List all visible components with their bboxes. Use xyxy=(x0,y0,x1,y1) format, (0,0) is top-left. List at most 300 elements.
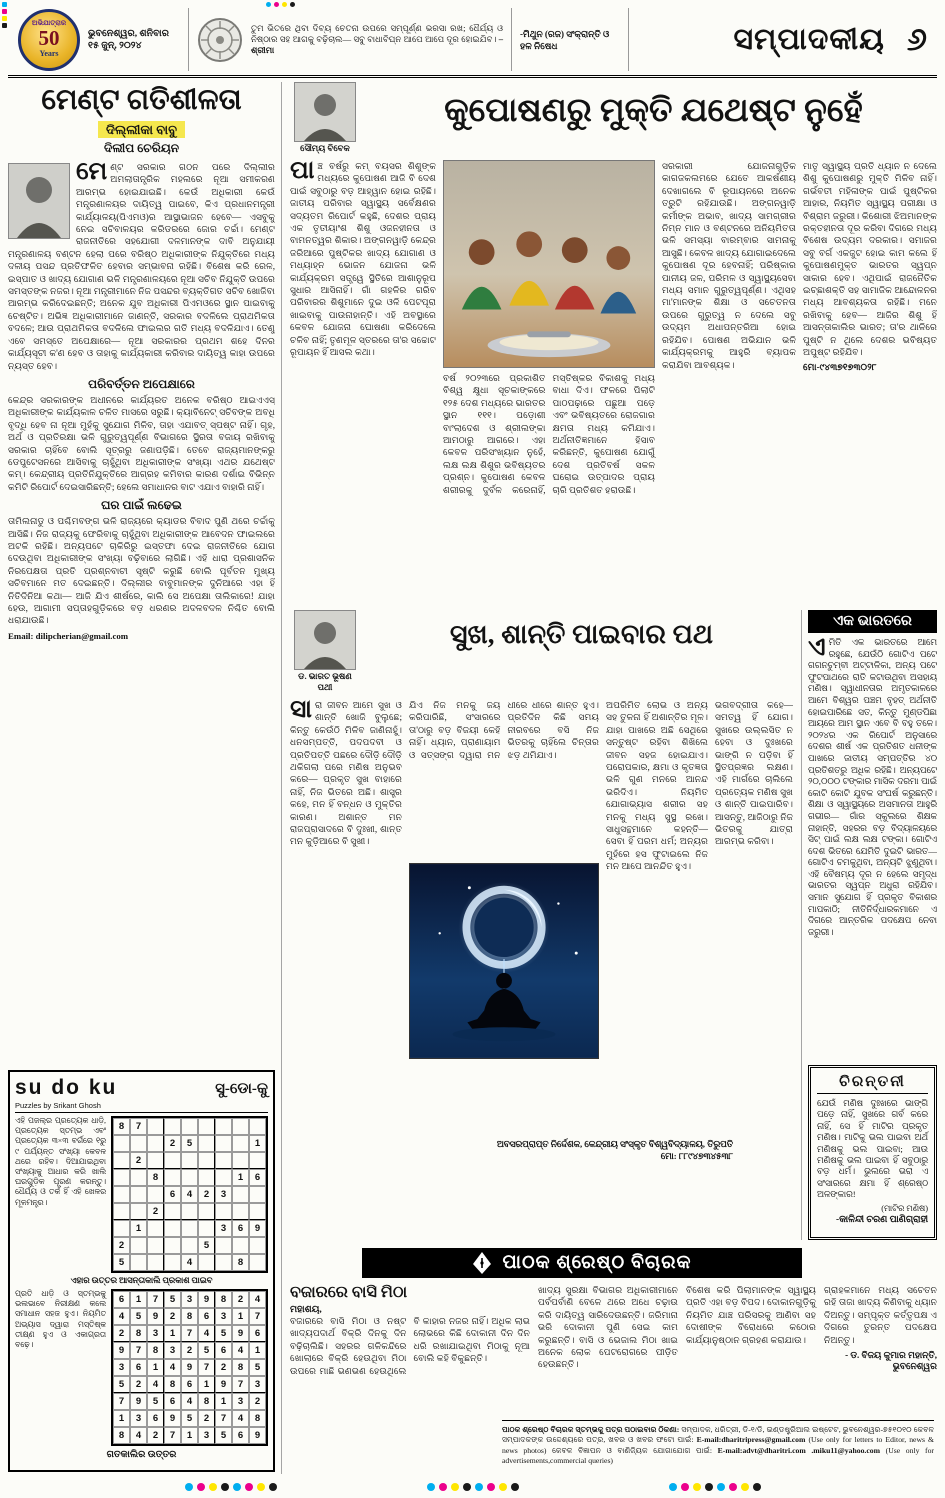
sudoku-cell: 7 xyxy=(198,1359,215,1376)
masthead-divider xyxy=(511,8,512,71)
color-registration-dot xyxy=(221,1483,229,1491)
sudoku-cell[interactable]: 1 xyxy=(249,1135,266,1152)
right-rail xyxy=(801,610,937,1240)
sudoku-cell[interactable] xyxy=(249,1152,266,1169)
oped-dropcap: ମେ xyxy=(76,158,108,185)
sudoku-cell: 8 xyxy=(215,1291,232,1308)
sudoku-cell[interactable] xyxy=(232,1237,249,1254)
dateline-city-day: ଭୁବନେଶ୍ୱର, ଶନିବାର xyxy=(88,28,169,39)
sudoku-cell[interactable]: 1 xyxy=(232,1169,249,1186)
sudoku-cell: 4 xyxy=(164,1359,181,1376)
color-registration-dot xyxy=(717,1483,725,1491)
sudoku-cell[interactable] xyxy=(215,1203,232,1220)
sudoku-cell: 4 xyxy=(249,1291,266,1308)
sudoku-cell: 9 xyxy=(130,1393,147,1410)
sudoku-cell: 2 xyxy=(232,1291,249,1308)
sudoku-cell[interactable]: 7 xyxy=(130,1118,147,1135)
children-eating-photo xyxy=(443,160,655,368)
peace-headline: ସୁଖ, ଶାନ୍ତି ପାଇବାର ପଥ xyxy=(449,619,714,649)
sudoku-cell[interactable] xyxy=(130,1186,147,1203)
oped-subhead-2: ଘର ପାଇଁ ଲଢେଇ xyxy=(101,498,182,513)
sudoku-cell[interactable] xyxy=(249,1203,266,1220)
sudoku-cell[interactable] xyxy=(147,1237,164,1254)
sudoku-cell: 7 xyxy=(181,1325,198,1342)
sudoku-cell[interactable]: 2 xyxy=(130,1152,147,1169)
color-registration-dot xyxy=(245,1483,253,1491)
panchang-note: -ମିଥୁନ (ରଜ) ସଂକ୍ରାନ୍ତି ଓ ହଳ ନିଷେଧ xyxy=(520,28,610,51)
peace-article-body xyxy=(290,696,793,1131)
sudoku-title-group xyxy=(15,1076,117,1110)
peace-article-header xyxy=(290,610,793,693)
dateline xyxy=(88,28,180,52)
color-registration-dot xyxy=(499,1483,507,1491)
right-article-headline: ଏକ ଭାରତରେ xyxy=(808,610,937,633)
badge-years: 50 xyxy=(38,25,60,50)
sudoku-cell[interactable]: 5 xyxy=(181,1135,198,1152)
sudoku-cell[interactable] xyxy=(164,1169,181,1186)
contact-address: ସମ୍ପାଦକ, ଧରିତ୍ରୀ, ଡି-୧/ଡି, ଇଣ୍ଡଷ୍ଟ୍ରିଆଲ ଇଷ୍ଟେଟ, ଭୁବନେଶ୍ୱର-୭୫୧୦୧୦ xyxy=(681,1425,912,1434)
sudoku-cell[interactable] xyxy=(113,1152,130,1169)
color-registration-dot xyxy=(681,1483,689,1491)
sudoku-cell: 4 xyxy=(181,1393,198,1410)
sudoku-cell: 3 xyxy=(164,1342,181,1359)
contact-email-press: E-mail:dharitripress@gmail.com xyxy=(696,1435,806,1445)
peace-center-block xyxy=(409,699,599,1131)
color-registration-dot xyxy=(290,2,295,7)
sudoku-title-english: su do ku xyxy=(15,1076,118,1099)
sudoku-cell: 9 xyxy=(198,1291,215,1308)
sudoku-cell: 6 xyxy=(181,1376,198,1393)
contact-email-advt: E-mail:advt@dharitri.com xyxy=(717,1445,806,1455)
lead-article-body xyxy=(290,157,937,588)
lead-article-header xyxy=(290,82,937,154)
sudoku-cell[interactable] xyxy=(198,1118,215,1135)
color-registration-dot xyxy=(741,1483,749,1491)
sudoku-cell: 2 xyxy=(147,1427,164,1444)
color-registration-dot xyxy=(282,2,287,7)
sudoku-cell: 6 xyxy=(198,1308,215,1325)
color-registration-dot xyxy=(233,1483,241,1491)
sudoku-puzzle-grid[interactable] xyxy=(111,1116,268,1273)
registration-dot-group xyxy=(427,1483,519,1491)
sudoku-cell[interactable] xyxy=(249,1254,266,1271)
sudoku-cell: 4 xyxy=(232,1410,249,1427)
color-registration-dot xyxy=(266,2,271,7)
registration-marks-bottom xyxy=(8,1483,937,1491)
sudoku-cell[interactable]: 5 xyxy=(113,1254,130,1271)
sudoku-cell[interactable] xyxy=(249,1237,266,1254)
sudoku-cell: 7 xyxy=(113,1393,130,1410)
sudoku-cell: 7 xyxy=(130,1342,147,1359)
sudoku-cell[interactable] xyxy=(232,1135,249,1152)
sudoku-cell[interactable] xyxy=(164,1220,181,1237)
letter-column-2: ଖାଦ୍ୟ ସୁରକ୍ଷା ବିଭାଗର ଅଧିକାରୀମାନେ ପର୍ବପର୍ବାଣି ବେଳେ ଥରେ ଅଧେ ଚଢ଼ାଉ କରି ଦାୟିତ୍ୱ ସାରିଦେଉଛନ୍ତି। ଜରିମାନା ଭରି ଦୋକାନୀ ପୁଣି ସେଇ କାମ କରୁଛନ୍ତି। ବାସି ଓ ଭେଜାଲ ମିଠା ଖାଇ ଅନେକ ଲୋକ ପେଟରୋଗରେ ପୀଡ଼ିତ ହେଉଛନ୍ତି। xyxy=(538,1285,678,1370)
sudoku-cell: 1 xyxy=(232,1308,249,1325)
color-registration-dot xyxy=(439,1483,447,1491)
sudoku-cell[interactable] xyxy=(198,1152,215,1169)
sudoku-cell: 2 xyxy=(113,1325,130,1342)
sudoku-cell[interactable] xyxy=(147,1152,164,1169)
sudoku-cell: 7 xyxy=(147,1291,164,1308)
sudoku-cell: 9 xyxy=(147,1308,164,1325)
letter-column-1-text: ବଜାରରେ ବାସି ମିଠା ଓ ନଷ୍ଟ ଖାଦ୍ୟପଦାର୍ଥ ବିକ୍ରି ଦିନକୁ ଦିନ ବଢ଼ିଚାଲିଛି। ସହରର ଗଳିକନ୍ଦିରେ ଖୋଲାରେ ବିକ୍ରି ହେଉଥିବା ମିଠା ଉପରେ ମାଛି ଭଣଭଣ ହେଉଥିଲେ ବି କାହାର ନଜର ନାହିଁ। ଅଧିକ ଲାଭ ଲୋଭରେ କିଛି ଦୋକାନୀ ଦିନ ଦିନ ଧରି ରଖାଯାଇଥିବା ମିଠାକୁ ନୂଆ ବୋଲି କହି ବିକୁଛନ୍ତି। xyxy=(290,1316,530,1376)
sudoku-yesterday-answer-label: ଗତକାଲିର ଉତ୍ତର xyxy=(106,1450,177,1460)
chirantani-quote-box xyxy=(808,1065,937,1240)
middle-row xyxy=(290,610,937,1240)
sudoku-cell[interactable] xyxy=(215,1118,232,1135)
sudoku-solution-grid xyxy=(111,1289,268,1446)
color-registration-dot xyxy=(693,1483,701,1491)
sudoku-cell[interactable]: 8 xyxy=(113,1118,130,1135)
letter-column-3: ବିଶେଷ କରି ପିଲାମାନଙ୍କ ସ୍ୱାସ୍ଥ୍ୟ ପ୍ରତି ଏହା ବଡ଼ ବିପଦ। ଦୋକାନଗୁଡ଼ିକୁ ନିୟମିତ ଯାଞ୍ଚ ପରିସରକୁ ଆଣିବା ସହ ଦୋଷୀଙ୍କ ବିରୋଧରେ କଠୋର କାର୍ଯ୍ୟାନୁଷ୍ଠାନ ଗ୍ରହଣ କରାଯାଉ। xyxy=(686,1285,816,1345)
sudoku-cell: 5 xyxy=(215,1325,232,1342)
sudoku-cell: 4 xyxy=(232,1342,249,1359)
peace-author-credit xyxy=(290,1139,793,1162)
sudoku-cell[interactable]: 3 xyxy=(215,1220,232,1237)
sudoku-cell[interactable]: 6 xyxy=(232,1220,249,1237)
sudoku-cell[interactable] xyxy=(130,1237,147,1254)
sudoku-cell[interactable] xyxy=(181,1152,198,1169)
sudoku-cell[interactable] xyxy=(130,1254,147,1271)
chirantani-source: (ମାଟିର ମଣିଷ) xyxy=(881,1203,928,1213)
sudoku-cell[interactable] xyxy=(130,1203,147,1220)
page-content xyxy=(8,82,937,1474)
sudoku-cell[interactable]: 9 xyxy=(249,1220,266,1237)
sudoku-cell[interactable]: 2 xyxy=(147,1203,164,1220)
oped-author-photo xyxy=(8,163,70,239)
color-registration-dot xyxy=(669,1483,677,1491)
peace-author-block xyxy=(290,610,360,693)
sudoku-cell: 8 xyxy=(113,1427,130,1444)
sudoku-cell[interactable] xyxy=(232,1118,249,1135)
sudoku-cell[interactable] xyxy=(164,1118,181,1135)
sudoku-cell[interactable] xyxy=(147,1118,164,1135)
sudoku-cell[interactable]: 5 xyxy=(198,1237,215,1254)
sudoku-cell[interactable] xyxy=(147,1254,164,1271)
letters-banner-title: ପାଠକ ଶ୍ରେଷ୍ଠ ବିଚାରକ xyxy=(502,1252,692,1273)
sudoku-cell: 5 xyxy=(249,1359,266,1376)
color-registration-dot xyxy=(463,1483,471,1491)
sudoku-cell: 7 xyxy=(232,1376,249,1393)
peace-dropcap: ସା xyxy=(290,696,313,723)
sudoku-cell: 2 xyxy=(130,1376,147,1393)
peace-column-1-text: ରା ଜୀବନ ଆମେ ସୁଖ ଓ ଶାନ୍ତି ଖୋଜି ବୁଲୁଛେ; କିନ୍ତୁ କେଉଁଠି ମିଳିବ ଜାଣିନାହୁଁ। ଧନସମ୍ପତ୍ତି, ପଦପଦବୀ ଓ ପ୍ରତିପତ୍ତି ପଛରେ ଦୌଡ଼ି ଦୌଡ଼ି ଥକିଗଲା ପରେ ମଣିଷ ଅନୁଭବ କରେ— ପ୍ରକୃତ ସୁଖ ବାହାରେ ନାହିଁ, ନିଜ ଭିତରେ ଅଛି। ଶାସ୍ତ୍ର କହେ, ମନ ହିଁ ବନ୍ଧନ ଓ ମୁକ୍ତିର କାରଣ। ଅଶାନ୍ତ ମନ ରାଜପ୍ରାସାଦରେ ବି ଦୁଃଖୀ, ଶାନ୍ତ ମନ କୁଡ଼ିଆରେ ବି ସୁଖୀ। xyxy=(290,700,402,847)
sudoku-cell[interactable] xyxy=(130,1169,147,1186)
sudoku-cell[interactable] xyxy=(113,1135,130,1152)
sudoku-cell: 6 xyxy=(215,1342,232,1359)
sudoku-cell[interactable] xyxy=(215,1135,232,1152)
masthead-quote-text: ତୁମ ଭିତରେ ଥିବା ଦିବ୍ୟ ଚେତନା ଉପରେ ସମ୍ପୂର୍ଣ୍ଣ ଭରସା ରଖ; ଧୈର୍ଯ୍ୟ ଓ ନିଷ୍ଠାର ସହ ଆଗକୁ ବଢ଼ିଚାଲ— ସବୁ ବାଧାବିଘ୍ନ ଆପେ ଆପେ ଦୂର ହୋଇଯିବ। xyxy=(251,23,503,44)
sudoku-cell: 6 xyxy=(130,1359,147,1376)
sudoku-cell[interactable] xyxy=(164,1254,181,1271)
sudoku-cell[interactable] xyxy=(198,1254,215,1271)
sudoku-cell[interactable] xyxy=(232,1203,249,1220)
sudoku-solution-row xyxy=(15,1289,268,1446)
sudoku-puzzle-box xyxy=(8,1070,275,1472)
sudoku-cell[interactable] xyxy=(215,1254,232,1271)
sudoku-cell: 1 xyxy=(113,1410,130,1427)
right-article-dropcap: ଏ xyxy=(808,637,826,661)
sudoku-cell: 3 xyxy=(198,1427,215,1444)
main-column xyxy=(282,82,937,1474)
sudoku-cell[interactable] xyxy=(164,1203,181,1220)
color-registration-dot xyxy=(197,1483,205,1491)
sudoku-cell[interactable]: 1 xyxy=(130,1220,147,1237)
sudoku-cell: 8 xyxy=(232,1359,249,1376)
lead-column-3: ସରକାରୀ ଯୋଜନାଗୁଡ଼ିକ କାଗଜକଲମରେ ଯେତେ ଆକର୍ଷଣୀୟ ଦେଖାଗଲେ ବି ରୂପାୟନରେ ଅନେକ ତ୍ରୁଟି ରହିଯାଉଛି। ଅଙ୍ଗନୱାଡ଼ି କର୍ମୀଙ୍କ ଅଭାବ, ଖାଦ୍ୟ ସାମଗ୍ରୀର ନିମ୍ନ ମାନ ଓ ବଣ୍ଟନରେ ଅନିୟମିତତା ଭଳି ସମସ୍ୟା ବାରମ୍ବାର ସାମନାକୁ ଆସୁଛି। କେବଳ ଖାଦ୍ୟ ଯୋଗାଇଦେଲେ କୁପୋଷଣ ଦୂର ହେବନାହିଁ; ପରିଷ୍କାର ପାନୀୟ ଜଳ, ପରିମଳ ଓ ସ୍ୱାସ୍ଥ୍ୟସେବା ମଧ୍ୟ ସମାନ ଗୁରୁତ୍ୱପୂର୍ଣ୍ଣ। ଏଥିସହ ମା'ମାନଙ୍କ ଶିକ୍ଷା ଓ ସଚେତନତା ଉପରେ ଗୁରୁତ୍ୱ ନ ଦେଲେ ସବୁ ଉଦ୍ୟମ ଅଧାପନ୍ତରିଆ ହୋଇ ରହିଯିବ। ପୋଷଣ ଅଭିଯାନ ଭଳି କାର୍ଯ୍ୟକ୍ରମକୁ ଆହୁରି ବ୍ୟାପକ କରାଯିବା ଆବଶ୍ୟକ। xyxy=(662,161,796,370)
sudoku-cell[interactable] xyxy=(147,1186,164,1203)
letter-column-4 xyxy=(824,1284,937,1412)
sudoku-cell[interactable] xyxy=(215,1152,232,1169)
color-registration-dot xyxy=(511,1483,519,1491)
sudoku-cell: 4 xyxy=(198,1325,215,1342)
oped-article-ment-gatishilata xyxy=(8,82,275,1062)
sudoku-cell: 9 xyxy=(164,1410,181,1427)
sudoku-cell[interactable] xyxy=(198,1169,215,1186)
sudoku-cell: 2 xyxy=(198,1410,215,1427)
letter-headline: ବଜାରରେ ବାସି ମିଠା xyxy=(290,1284,408,1301)
sudoku-cell[interactable] xyxy=(181,1118,198,1135)
oped-body-3: ତାମିଲନାଡୁ ଓ ପଶ୍ଚିମବଙ୍ଗ ଭଳି ରାଜ୍ୟରେ କ୍ୟାଡର ବିବାଦ ପୁଣି ଥରେ ଚର୍ଚ୍ଚାକୁ ଆସିଛି। ନିଜ ରାଜ୍ୟକୁ ଫେରିବାକୁ ଚାହୁଁଥିବା ଅଧିକାରୀଙ୍କ ଆବେଦନ ଫାଇଲରେ ଅଟକି ରହିଛି। ଅନ୍ୟପଟେ ଚାକିରିରୁ ଇସ୍ତଫା ଦେଇ ରାଜନୀତିରେ ଯୋଗ ଦେଉଥିବା ଅଧିକାରୀଙ୍କ ସଂଖ୍ୟା ବଢ଼ିବାରେ ଲାଗିଛି। ଏହି ଧାରା ପ୍ରଶାସନିକ ନିରପେକ୍ଷତା ପ୍ରତି ପ୍ରଶ୍ନବାଚୀ ସୃଷ୍ଟି କରୁଛି ବୋଲି ପୂର୍ବତନ ମୁଖ୍ୟ ସଚିବମାନେ ମତ ଦେଇଛନ୍ତି। ଦିଲ୍ଲୀର ବାବୁମାନଙ୍କ ଦୁନିଆରେ ଏହା ହିଁ ନିତିଦିନିଆ କଥା— ଆଜି ଯିଏ ଶୀର୍ଷରେ, କାଲି ସେ ଅପେକ୍ଷା ତାଲିକାରେ! ଯାହା ହେଉ, ଆଗାମୀ ସପ୍ତାହଗୁଡ଼ିକରେ ବଡ଼ ଧରଣର ଅଦଳବଦଳ ନିଶ୍ଚିତ ବୋଲି ଧରାଯାଉଛି। xyxy=(8,516,275,626)
sudoku-cell: 3 xyxy=(147,1325,164,1342)
oped-subhead-1: ପରିବର୍ତ୍ତନ ଅପେକ୍ଷାରେ xyxy=(88,376,195,391)
sudoku-cell[interactable] xyxy=(215,1237,232,1254)
color-registration-dot xyxy=(2,23,7,28)
oped-author-name: ଦିଲୀପ ଚେରିୟନ xyxy=(103,141,180,155)
oped-body-2: କେନ୍ଦ୍ର ସରକାରଙ୍କ ଅଧୀନରେ କାର୍ଯ୍ୟରତ ଅନେକ ବରିଷ୍ଠ ଆଇଏଏସ୍ ଅଧିକାରୀଙ୍କ କାର୍ଯ୍ୟକାଳ ଚଳିତ ମାସରେ ସରୁଛି। କ୍ୟାବିନେଟ୍ ସଚିବଙ୍କ ଅବଧି ବୃଦ୍ଧି ହେବ ନା ନୂଆ ମୁହଁକୁ ସୁଯୋଗ ମିଳିବ, ତାହା ଏଯାବତ୍ ସ୍ପଷ୍ଟ ନାହିଁ। ଗୃହ, ଅର୍ଥ ଓ ପ୍ରତିରକ୍ଷା ଭଳି ଗୁରୁତ୍ୱପୂର୍ଣ୍ଣ ବିଭାଗରେ ସ୍ଥିରତା ବଜାୟ ରଖିବାକୁ ସରକାର ଚାହିଁବେ ବୋଲି ସୂତ୍ରରୁ ଜଣାପଡ଼ିଛି। ତେବେ ରାଜ୍ୟମାନଙ୍କରୁ ଡେପୁଟେସନରେ ଆସିବାକୁ ଚାହୁଁଥିବା ଅଧିକାରୀଙ୍କ ସଂଖ୍ୟା ଏଥର ଯଥେଷ୍ଟ କମ୍। କେନ୍ଦ୍ରୀୟ ପ୍ରତିନିଯୁକ୍ତିରେ ଆଗ୍ରହ କମିବାର କାରଣ ଦର୍ଶାଇ ବିଭିନ୍ନ କମିଟି ରିପୋର୍ଟ ଦେଇସାରିଛନ୍ତି; ହେଲେ ସମାଧାନର ବାଟ ଏଯାଏ ବାହାରି ନାହିଁ। xyxy=(8,394,275,492)
peace-column-1 xyxy=(290,696,402,1131)
lead-column-4-text: ମାତୃ ସ୍ୱାସ୍ଥ୍ୟ ପ୍ରତି ଧ୍ୟାନ ନ ଦେଲେ ଶିଶୁ କୁପୋଷଣରୁ ମୁକ୍ତି ମିଳିବ ନାହିଁ। ଗର୍ଭବତୀ ମହିଳାଙ୍କ ପାଇଁ ପୁଷ୍ଟିକର ଆହାର, ନିୟମିତ ସ୍ୱାସ୍ଥ୍ୟ ପରୀକ୍ଷା ଓ ବିଶ୍ରାମ ଜରୁରୀ। କିଶୋରୀ ଝିଅମାନଙ୍କ ରକ୍ତହୀନତା ଦୂର କରିବା ଦିଗରେ ମଧ୍ୟ ବିଶେଷ ଉଦ୍ୟମ ଦରକାର। ସମାଜର ସବୁ ବର୍ଗ ଏକଜୁଟ ହୋଇ କାମ କଲେ ହିଁ କୁପୋଷଣମୁକ୍ତ ଭାରତର ସ୍ୱପ୍ନ ସାକାର ହେବ। ଏଥିପାଇଁ ରାଜନୈତିକ ଇଚ୍ଛାଶକ୍ତି ସହ ସାମାଜିକ ଆନ୍ଦୋଳନର ମଧ୍ୟ ଆବଶ୍ୟକତା ରହିଛି। ମନେ ରଖିବାକୁ ହେବ— ଆଜିର ଶିଶୁ ହିଁ ଆସନ୍ତାକାଲିର ଭାରତ; ତା'ର ଥାଳିରେ ପୁଷ୍ଟି ନ ଥିଲେ ଦେଶର ଭବିଷ୍ୟତ ଅପୁଷ୍ଟ ରହିଯିବ। xyxy=(803,161,937,358)
sudoku-cell: 1 xyxy=(198,1376,215,1393)
sudoku-cell[interactable] xyxy=(113,1203,130,1220)
sudoku-cell: 7 xyxy=(249,1308,266,1325)
sudoku-cell: 6 xyxy=(164,1393,181,1410)
sudoku-cell: 8 xyxy=(147,1342,164,1359)
letters-section xyxy=(290,1248,937,1412)
sudoku-cell: 5 xyxy=(147,1393,164,1410)
peace-article-sukha-shanti xyxy=(290,610,801,1240)
sudoku-cell: 2 xyxy=(215,1359,232,1376)
letter-column-1 xyxy=(290,1284,530,1412)
sudoku-cell[interactable]: 8 xyxy=(232,1254,249,1271)
sudoku-cell[interactable] xyxy=(232,1152,249,1169)
sudoku-cell: 1 xyxy=(181,1427,198,1444)
sudoku-cell[interactable] xyxy=(198,1220,215,1237)
sudoku-cell[interactable] xyxy=(130,1135,147,1152)
sudoku-cell[interactable] xyxy=(113,1220,130,1237)
registration-marks-top-center xyxy=(266,2,295,7)
sudoku-cell: 1 xyxy=(130,1291,147,1308)
sudoku-cell[interactable] xyxy=(113,1169,130,1186)
letter-signature: - ଡ. ବିଜୟ କୁମାର ମହାନ୍ତି, ଭୁବନେଶ୍ୱର xyxy=(845,1350,937,1372)
chirantani-title: ଚିରନ୍ତନୀ xyxy=(817,1073,928,1094)
masthead xyxy=(8,6,937,78)
contact-line2a: କେବଳ ସମ୍ପାଦକଙ୍କ ଉଦ୍ଦେଶ୍ୟରେ ପତ୍ର, ଖବର ଓ ଖବର ଫଟୋ ପାଇଁ: xyxy=(502,1425,935,1445)
chirantani-quote: ଯେଉଁ ମଣିଷ ଦୁଃଖରେ ଭାଙ୍ଗି ପଡ଼େ ନାହିଁ, ସୁଖରେ ଗର୍ବ କରେ ନାହିଁ, ସେ ହିଁ ମାଟିର ପ୍ରକୃତ ମଣିଷ। ମାଟିକୁ ଭଲ ପାଇବା ଅର୍ଥ ମଣିଷକୁ ଭଲ ପାଇବା; ଆଉ ମଣିଷକୁ ଭଲ ପାଇବା ହିଁ ସବୁଠାରୁ ବଡ଼ ଧର୍ମ। ଭୁଲରେ ଭରା ଏ ସଂସାରରେ କ୍ଷମା ହିଁ ଶ୍ରେଷ୍ଠ ଅଳଙ୍କାର! xyxy=(817,1098,928,1200)
sudoku-cell: 8 xyxy=(181,1308,198,1325)
sudoku-cell[interactable]: 3 xyxy=(215,1186,232,1203)
color-registration-dot xyxy=(451,1483,459,1491)
sudoku-cell[interactable] xyxy=(249,1186,266,1203)
masthead-divider xyxy=(188,8,189,71)
color-registration-dot xyxy=(257,1483,265,1491)
pen-nib-icon xyxy=(472,1252,492,1274)
contact-line2b: କେବଳ ବିଜ୍ଞାପନ ଓ ବାଣିଜ୍ୟିକ ଯୋଗାଯୋଗ ପାଇଁ: xyxy=(552,1445,713,1455)
sudoku-cell[interactable] xyxy=(198,1135,215,1152)
sudoku-cell[interactable] xyxy=(181,1220,198,1237)
sudoku-cell: 4 xyxy=(147,1376,164,1393)
sudoku-cell: 8 xyxy=(249,1410,266,1427)
peace-column-4-text: ଭଗବଦ୍‌ଗୀତା କହେ— ସମତ୍ୱ ହିଁ ଯୋଗ। ସୁଖରେ ଉଲ୍ଲସିତ ନ ହେବା ଓ ଦୁଃଖରେ ଭାଙ୍ଗି ନ ପଡ଼ିବା ହିଁ ସ୍ଥିତପ୍ରଜ୍ଞର ଲକ୍ଷଣ। ଏହି ମାର୍ଗରେ ଚାଲିଲେ ପ୍ରତ୍ୟେକ ମଣିଷ ସୁଖ ଓ ଶାନ୍ତି ପାଇପାରିବ। ଆସନ୍ତୁ, ଆଜିଠାରୁ ନିଜ ଭିତରକୁ ଯାତ୍ରା ଆରମ୍ଭ କରିବା। xyxy=(715,700,793,847)
lead-column-1 xyxy=(290,157,436,588)
sudoku-cell: 1 xyxy=(249,1342,266,1359)
sudoku-cell: 3 xyxy=(215,1308,232,1325)
right-article-eka-bharatare xyxy=(808,610,937,1057)
sudoku-cell[interactable] xyxy=(232,1186,249,1203)
oped-author-email: Email: dilipcherian@gmail.com xyxy=(8,630,129,641)
badge-years-label: Years xyxy=(39,48,59,58)
oped-kicker-row xyxy=(8,121,275,139)
sudoku-cell: 6 xyxy=(249,1325,266,1342)
sudoku-cell: 1 xyxy=(147,1359,164,1376)
sudoku-cell: 6 xyxy=(232,1427,249,1444)
sudoku-cell[interactable]: 8 xyxy=(147,1169,164,1186)
contact-note-2: (Use only for advertisements,commercial queries) xyxy=(502,1445,934,1466)
sudoku-cell: 5 xyxy=(130,1308,147,1325)
peace-author-phone: ମୋ: ୮୮୯୪୭୩୪୫୩୮ xyxy=(660,1150,733,1161)
sudoku-cell: 1 xyxy=(215,1393,232,1410)
letter-column-4-text: ଗ୍ରାହକମାନେ ମଧ୍ୟ ସଚେତନ ରହି ତାଜା ଖାଦ୍ୟ କିଣିବାକୁ ଧ୍ୟାନ ଦିଅନ୍ତୁ। ସମ୍ପୃକ୍ତ କର୍ତ୍ତୃପକ୍ଷ ଏ ଦିଗରେ ତୁରନ୍ତ ପଦକ୍ଷେପ ନିଅନ୍ତୁ। xyxy=(824,1285,937,1345)
lead-column-2: ବର୍ଷ ୨୦୨୩ରେ ପ୍ରକାଶିତ ବିଶ୍ୱ କ୍ଷୁଧା ସୂଚକାଙ୍କରେ ୧୨୫ ଦେଶ ମଧ୍ୟରେ ଭାରତର ସ୍ଥାନ ୧୧୧। ପଡ଼ୋଶୀ ବାଂଲାଦେଶ ଓ ଶ୍ରୀଲଙ୍କା ଆମଠାରୁ ଆଗରେ। ଏହା କେବଳ ପରିସଂଖ୍ୟାନ ନୁହେଁ, ଲକ୍ଷ ଲକ୍ଷ ଶିଶୁର ଭବିଷ୍ୟତର ପ୍ରଶ୍ନ। କୁପୋଷଣ କେବଳ ଶରୀରକୁ ଦୁର୍ବଳ କରେନାହିଁ, ମସ୍ତିଷ୍କର ବିକାଶକୁ ମଧ୍ୟ ବାଧା ଦିଏ। ଫଳରେ ପିଲାଟି ପାଠପଢ଼ାରେ ପଛୁଆ ପଡ଼େ ଏବଂ ଭବିଷ୍ୟତରେ ରୋଜଗାର କ୍ଷମତା ମଧ୍ୟ କମିଯାଏ। ଅର୍ଥନୀତିଜ୍ଞମାନେ ହିସାବ କରିଛନ୍ତି, କୁପୋଷଣ ଯୋଗୁଁ ଦେଶ ପ୍ରତିବର୍ଷ ସକଳ ଘରୋଇ ଉତ୍ପାଦର ପ୍ରାୟ ଚାରି ପ୍ରତିଶତ ହରାଉଛି। xyxy=(443,373,655,495)
meditation-photo xyxy=(409,863,599,1059)
lead-author-photo xyxy=(294,82,356,142)
badge-top-text: ଅଭିଯାତ୍ରାର xyxy=(31,18,67,27)
color-registration-dot xyxy=(753,1483,761,1491)
sudoku-answer-tomorrow-note: ଏହାର ଉତ୍ତର ଆସନ୍ତାକାଲି ପ୍ରକାଶ ପାଇବ xyxy=(70,1276,213,1285)
sudoku-cell: 3 xyxy=(232,1393,249,1410)
sudoku-cell[interactable] xyxy=(147,1135,164,1152)
sudoku-cell[interactable]: 2 xyxy=(164,1135,181,1152)
sudoku-cell[interactable] xyxy=(198,1203,215,1220)
lead-author-phone: ମୋ-୯୪୩୭୧୭୩୦୨୮ xyxy=(803,361,877,372)
lead-column-1-text: ଞ୍ଚ ବର୍ଷରୁ କମ୍ ବୟସର ଶିଶୁଙ୍କ ମଧ୍ୟରେ କୁପୋଷଣ ଆଜି ବି ଦେଶ ପାଇଁ ସବୁଠାରୁ ବଡ଼ ଆହ୍ୱାନ ହୋଇ ରହିଛି। ଜାତୀୟ ପରିବାର ସ୍ୱାସ୍ଥ୍ୟ ସର୍ବେକ୍ଷଣର ସଦ୍ୟତମ ରିପୋର୍ଟ କହୁଛି, ଦେଶର ପ୍ରାୟ ଏକ ତୃତୀୟାଂଶ ଶିଶୁ ଓଜନହୀନତା ଓ ବାମନତ୍ୱର ଶିକାର। ଅଙ୍ଗନୱାଡ଼ି କେନ୍ଦ୍ର ଜରିଆରେ ପୁଷ୍ଟିକର ଖାଦ୍ୟ ଯୋଗାଣ ଓ ମଧ୍ୟାହ୍ନ ଭୋଜନ ଯୋଜନା ଭଳି କାର୍ଯ୍ୟକ୍ରମ ସତ୍ତ୍ୱେ ସ୍ଥିତିରେ ଆଶାନୁରୂପ ସୁଧାର ଆସିନାହିଁ। ଗାଁ ଗହଳିର ଗରିବ ପରିବାରର ଶିଶୁମାନେ ଦୁଇ ଓଳି ପେଟପୂରା ଖାଇବାକୁ ପାଉନାହାନ୍ତି। ଏହି ଅବସ୍ଥାରେ କେବଳ ଯୋଜନା ଘୋଷଣା କରିଦେଲେ ଚଳିବ ନାହିଁ; ତୃଣମୂଳ ସ୍ତରରେ ତା'ର ସଚ୍ଚୋଟ ରୂପାୟନ ହିଁ ଆସଲ କଥା। xyxy=(290,161,436,358)
sudoku-cell: 9 xyxy=(232,1325,249,1342)
sudoku-cell: 9 xyxy=(181,1359,198,1376)
sudoku-cell: 2 xyxy=(164,1308,181,1325)
sudoku-cell: 5 xyxy=(113,1376,130,1393)
color-registration-dot xyxy=(2,2,7,7)
sudoku-cell: 2 xyxy=(181,1342,198,1359)
color-registration-dot xyxy=(705,1483,713,1491)
color-registration-dot xyxy=(2,9,7,14)
masthead-quote xyxy=(251,23,503,56)
peace-author-name: ଡ. ଭାରତ ଭୂଷଣ ପଥୀ xyxy=(298,671,352,692)
color-registration-dot xyxy=(487,1483,495,1491)
peace-column-4 xyxy=(715,699,793,1131)
sudoku-cell: 9 xyxy=(215,1376,232,1393)
sudoku-cell: 5 xyxy=(164,1291,181,1308)
sudoku-cell: 3 xyxy=(113,1359,130,1376)
lead-column-4 xyxy=(803,160,937,588)
lead-author-name: ସୌମ୍ୟ ବିବେକ xyxy=(300,143,350,153)
lead-author-block xyxy=(290,82,360,154)
sudoku-cell[interactable]: 2 xyxy=(198,1186,215,1203)
anniversary-badge xyxy=(18,9,80,71)
sudoku-cell[interactable] xyxy=(147,1220,164,1237)
sudoku-cell[interactable] xyxy=(249,1118,266,1135)
sudoku-cell[interactable]: 4 xyxy=(181,1186,198,1203)
sudoku-cell: 9 xyxy=(249,1427,266,1444)
registration-dot-group xyxy=(185,1483,277,1491)
peace-column-2: ଯିଏ ନିଜ ମନକୁ ଜୟ କରିପାରିଛି, ସଂସାରରେ ତା'ଠାରୁ ବଡ଼ ବିଜୟୀ କେହି ନାହିଁ। ଧ୍ୟାନ, ପ୍ରାଣାୟାମ ଓ ସତ୍ସଙ୍ଗ ଦ୍ୱାରା ମନ ଧୀରେ ଧୀରେ ଶାନ୍ତ ହୁଏ। ପ୍ରତିଦିନ କିଛି ସମୟ ନୀରବରେ ବସି ନିଜ ଭିତରକୁ ଚାହିଁଲେ ଚିନ୍ତାର ଝଡ଼ ଥମିଯାଏ। xyxy=(409,700,599,760)
page-number: ୬ xyxy=(906,20,927,57)
sudoku-cell[interactable] xyxy=(181,1203,198,1220)
lead-article-kuposhana xyxy=(290,82,937,604)
sudoku-tips: ପ୍ରତି ଧାଡ଼ି ଓ ସ୍ତମ୍ଭକୁ ଭଲଭାବେ ନିରୀକ୍ଷଣ କଲେ ସମାଧାନ ସହଜ ହୁଏ। ନିୟମିତ ଅଭ୍ୟାସ ଦ୍ୱାରା ମସ୍ତିଷ୍କ ତୀକ୍ଷ୍ଣ ହୁଏ ଓ ଏକାଗ୍ରତା ବଢ଼େ। xyxy=(15,1289,106,1350)
sudoku-cell: 8 xyxy=(130,1325,147,1342)
sudoku-byline: Puzzles by Srikant Ghosh xyxy=(15,1101,101,1110)
chirantani-author: -କାଳିନ୍ଦୀ ଚରଣ ପାଣିଗ୍ରାହୀ xyxy=(835,1214,928,1225)
oped-body-1-text: ଣ୍ଟ ସରକାର ଗଠନ ପରେ ଦିଲ୍ଲୀର ଅମଲାତାନ୍ତ୍ରିକ ମହଲରେ ନୂଆ ସମୀକରଣ ଆରମ୍ଭ ହୋଇଯାଇଛି। କେଉଁ ଅଧିକାରୀ କେଉଁ ମନ୍ତ୍ରଣାଳୟର ଦାୟିତ୍ୱ ପାଇବେ, କିଏ ପ୍ରଧାନମନ୍ତ୍ରୀ କାର୍ଯ୍ୟାଳୟ(ପିଏମଓ)ର ଆସ୍ଥାଭାଜନ ହେବେ— ଏସବୁକୁ ନେଇ ସଚିବାଳୟର କରିଡରରେ ଜୋର ଚର୍ଚ୍ଚା। ମେଣ୍ଟ ରାଜନୀତିରେ ସହଯୋଗୀ ଦଳମାନଙ୍କ ଦାବି ଅନୁଯାୟୀ ମନ୍ତ୍ରଣାଳୟ ବଣ୍ଟନ ହେଲା ପରେ ବରିଷ୍ଠ ଅଧିକାରୀଙ୍କ ନିଯୁକ୍ତିରେ ମଧ୍ୟ ଦଳୀୟ ପସନ୍ଦ ପ୍ରତିଫଳିତ ହେବାର ସମ୍ଭାବନା ରହିଛି। ବିଶେଷ କରି ରେଳ, ଇସ୍ପାତ ଓ ଖାଦ୍ୟ ଯୋଗାଣ ଭଳି ମନ୍ତ୍ରଣାଳୟରେ ନୂଆ ସଚିବ ନିଯୁକ୍ତି ଉପରେ ସମସ୍ତଙ୍କ ନଜର। ନୂଆ ମନ୍ତ୍ରୀମାନେ ନିଜ ପସନ୍ଦର ବ୍ୟକ୍ତିଗତ ସଚିବ ଖୋଜିବା ଆରମ୍ଭ କରିଦେଇଛନ୍ତି; ଅନେକ ଯୁବ ଅଧିକାରୀ ପିଏମଓରେ ସ୍ଥାନ ପାଇବାକୁ ଚେଷ୍ଟିତ। ଅଭିଜ୍ଞ ଅଧିକାରୀମାନେ ଜାଣନ୍ତି, ସରକାର ବଦଳିଲେ ପ୍ରାଥମିକତା ବଦଳେ; ଆଉ ପ୍ରାଥମିକତା ବଦଳିଲେ ଫାଇଲର ଗତି ମଧ୍ୟ ବଦଳିଯାଏ। ତେଣୁ ଏବେ ସମସ୍ତେ ଅପେକ୍ଷାରେ— ନୂଆ ସରକାରର ପ୍ରଥମ ଶହେ ଦିନର କାର୍ଯ୍ୟସୂଚୀ କ'ଣ ହେବ ଓ ତାହାକୁ କାର୍ଯ୍ୟକାରୀ କରିବାର ଦାୟିତ୍ୱ କାହା ଉପରେ ନ୍ୟସ୍ତ ହେବ। xyxy=(8,162,275,371)
contact-email-miku: .miku11@yahoo.com xyxy=(811,1445,881,1455)
sudoku-cell[interactable] xyxy=(164,1237,181,1254)
sudoku-cell: 5 xyxy=(215,1427,232,1444)
color-registration-dot xyxy=(185,1483,193,1491)
sudoku-cell: 1 xyxy=(164,1325,181,1342)
sudoku-cell[interactable]: 6 xyxy=(164,1186,181,1203)
contact-info-box xyxy=(502,1420,934,1467)
masthead-quote-attribution: –ଶ୍ରୀମା xyxy=(251,34,503,55)
sudoku-cell: 6 xyxy=(147,1410,164,1427)
sudoku-cell: 5 xyxy=(181,1410,198,1427)
color-registration-dot xyxy=(274,2,279,7)
peace-author-photo xyxy=(294,610,356,670)
color-registration-dot xyxy=(427,1483,435,1491)
sudoku-instructions: ଏହି ପଜଲ୍‌ର ପ୍ରତ୍ୟେକ ଧାଡ଼ି, ପ୍ରତ୍ୟେକ ସ୍ତମ୍ଭ ଏବଂ ପ୍ରତ୍ୟେକ ୩×୩ ବର୍ଗରେ ୧ରୁ ୯ ପର୍ଯ୍ୟନ୍ତ ସଂଖ୍ୟା କେବଳ ଥରେ ରହିବ। ଦିଆଯାଇଥିବା ସଂଖ୍ୟାକୁ ଆଧାର କରି ଖାଲି ଘରଗୁଡ଼ିକ ପୂରଣ କରନ୍ତୁ। ଧୈର୍ଯ୍ୟ ଓ ତର୍କ ହିଁ ଏହି ଖେଳର ମୂଳମନ୍ତ୍ର। xyxy=(15,1116,106,1207)
sudoku-cell[interactable]: 6 xyxy=(249,1169,266,1186)
lead-headline: କୁପୋଷଣରୁ ମୁକ୍ତି ଯଥେଷ୍ଟ ନୁହେଁ xyxy=(444,93,863,129)
sudoku-cell: 7 xyxy=(215,1410,232,1427)
contact-note-1: (Use only for letters to Editor, news & news photos) xyxy=(502,1435,934,1455)
right-article-body-text: ମିତି ଏକ ଭାରତରେ ଆମେ ରହୁଛେ, ଯେଉଁଠି ଗୋଟିଏ ପଟେ ଗଗନଚୁମ୍ବୀ ଅଟ୍ଟାଳିକା, ଅନ୍ୟ ପଟେ ଫୁଟପାଥରେ ରାତି କଟାଉଥିବା ଅସହାୟ ମଣିଷ। ସ୍ୱାଧୀନତାର ଅମୃତକାଳରେ ଆମେ ବିଶ୍ୱର ପଞ୍ଚମ ବୃହତ୍ ଅର୍ଥନୀତି ହୋଇପାରିଛେ ସତ, କିନ୍ତୁ ମୁଣ୍ଡପିଛା ଆୟରେ ଆମ ସ୍ଥାନ ଏବେ ବି ବହୁ ତଳେ। ୨୦୨୪ର ଏକ ରିପୋର୍ଟ ଅନୁସାରେ ଦେଶର ଶୀର୍ଷ ଏକ ପ୍ରତିଶତ ଧନୀଙ୍କ ପାଖରେ ଜାତୀୟ ସମ୍ପତ୍ତିର ୪୦ ପ୍ରତିଶତରୁ ଅଧିକ ରହିଛି। ଅନ୍ୟପଟେ ୨୦,୦୦୦ ଟଙ୍କାର ମାସିକ ଦରମା ପାଇଁ କୋଟି କୋଟି ଯୁବକ ସଂଘର୍ଷ କରୁଛନ୍ତି। ଶିକ୍ଷା ଓ ସ୍ୱାସ୍ଥ୍ୟରେ ଅସମାନତା ଆହୁରି ଗଭୀର— ଗାଁର ସ୍କୁଲରେ ଶିକ୍ଷକ ନାହାନ୍ତି, ସହରର ବଡ଼ ବିଦ୍ୟାଳୟରେ ସିଟ୍ ପାଇଁ ଲକ୍ଷ ଲକ୍ଷ ଟଙ୍କା। ଗୋଟିଏ ଦେଶ ଭିତରେ ଯେମିତି ଦୁଇଟି ଭାରତ— ଗୋଟିଏ ଚମକୁଥିବା, ଅନ୍ୟଟି ଝୁଣୁଥିବା। ଏହି ବୈଷମ୍ୟ ଦୂର ନ ହେଲେ ସମୃଦ୍ଧ ଭାରତର ସ୍ୱପ୍ନ ଅଧୁରା ରହିଯିବ। ସମାନ ସୁଯୋଗ ହିଁ ପ୍ରକୃତ ବିକାଶର ମାପକାଠି; ନୀତିନିର୍ଦ୍ଧାରକମାନେ ଏ ଦିଗରେ ଆନ୍ତରିକ ପଦକ୍ଷେପ ନେବା ଜରୁରୀ। xyxy=(808,637,937,937)
letters-body xyxy=(290,1284,937,1412)
color-registration-dot xyxy=(475,1483,483,1491)
contact-heading: ପାଠକ ଶ୍ରେଷ୍ଠ ବିଚାରକ ସ୍ତମ୍ଭକୁ ପତ୍ର ପଠାଇବାର ଠିକଣା: xyxy=(502,1425,680,1434)
oped-headline: ମେଣ୍ଟ ଗତିଶୀଳତା xyxy=(41,84,242,116)
sudoku-cell[interactable]: 4 xyxy=(181,1254,198,1271)
sudoku-header xyxy=(15,1076,268,1113)
registration-dot-group xyxy=(669,1483,761,1491)
lead-center-block xyxy=(443,160,655,588)
right-article-body xyxy=(808,637,937,1057)
sudoku-cell: 8 xyxy=(164,1376,181,1393)
color-registration-dot xyxy=(729,1483,737,1491)
sudoku-cell[interactable]: 2 xyxy=(113,1237,130,1254)
sudoku-cell[interactable] xyxy=(164,1152,181,1169)
sudoku-cell[interactable] xyxy=(113,1186,130,1203)
sudoku-cell[interactable] xyxy=(181,1237,198,1254)
sudoku-cell[interactable] xyxy=(181,1169,198,1186)
sudoku-cell[interactable] xyxy=(215,1169,232,1186)
oped-column-name: ଦିଲ୍ଲୀକା ବାବୁ xyxy=(98,121,185,138)
peace-credit-text: ଅବସରପ୍ରାପ୍ତ ନିର୍ଦ୍ଦେଶକ, କେନ୍ଦ୍ରୀୟ ସଂସ୍କୃତ ବିଶ୍ୱବିଦ୍ୟାଳୟ, ତିରୁପତି xyxy=(496,1139,733,1149)
masthead-divider xyxy=(628,8,629,71)
lead-dropcap: ପା xyxy=(290,157,315,184)
sudoku-cell: 5 xyxy=(198,1342,215,1359)
peace-column-3: ଅପରିମିତ ଲୋଭ ଓ ଅନ୍ୟ ସହ ତୁଳନା ହିଁ ଅଶାନ୍ତିର ମୂଳ। ଯାହା ପାଖରେ ଅଛି ସେଥିରେ ସନ୍ତୁଷ୍ଟ ରହିବା ଶିଖିଲେ ଜୀବନ ସହଜ ହୋଇଯାଏ। ପରୋପକାର, କ୍ଷମା ଓ କୃତଜ୍ଞତା ଭଳି ଗୁଣ ମନରେ ଆନନ୍ଦ ଭରିଦିଏ। ନିୟମିତ ଯୋଗାଭ୍ୟାସ ଶରୀର ସହ ମନକୁ ମଧ୍ୟ ସୁସ୍ଥ ରଖେ। ସାଧୁସନ୍ଥମାନେ କହନ୍ତି— ସେବା ହିଁ ପରମ ଧର୍ମ; ଅନ୍ୟର ମୁହଁରେ ହସ ଫୁଟାଇଲେ ନିଜ ମନ ଆପେ ଆନନ୍ଦିତ ହୁଏ। xyxy=(606,700,708,872)
sudoku-cell: 4 xyxy=(130,1427,147,1444)
section-title: ସମ୍ପାଦକୀୟ xyxy=(733,22,885,56)
